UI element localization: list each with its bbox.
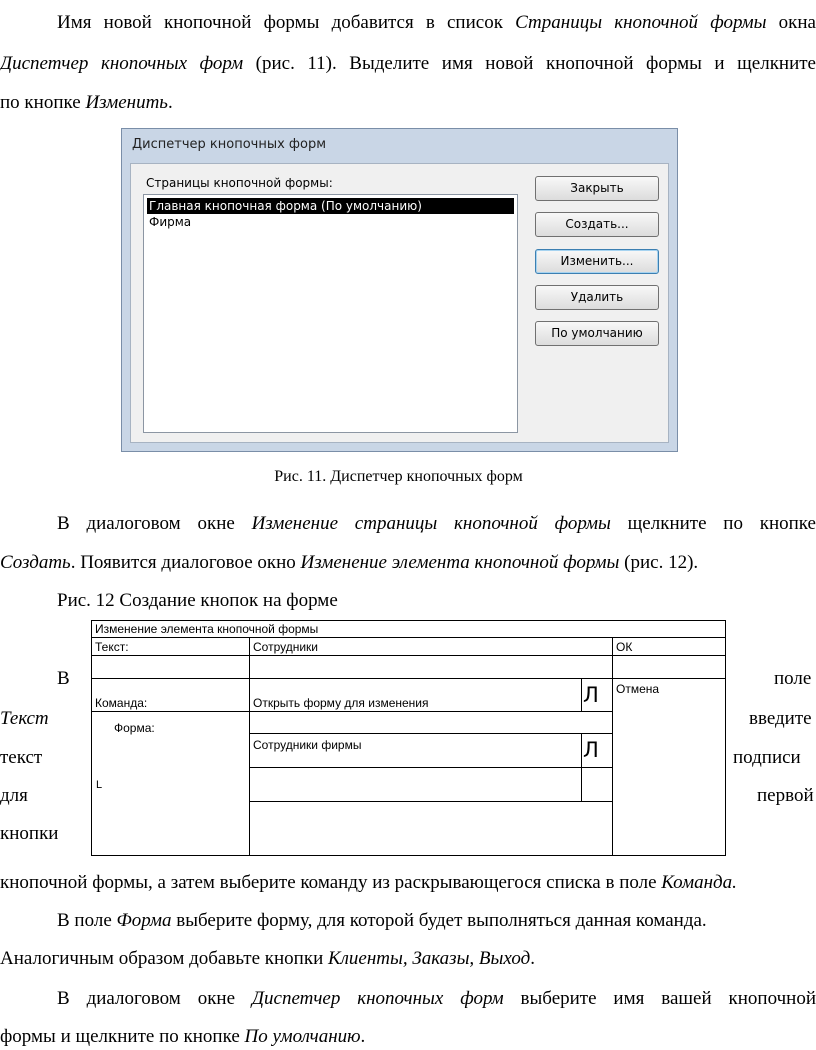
- para5: Аналогичным образом добавьте кнопки Клиенты, Заказы, Выход.: [0, 948, 535, 969]
- pages-listbox[interactable]: [143, 194, 518, 433]
- side-word-7: для: [0, 785, 28, 806]
- command-label: Команда:: [95, 696, 148, 710]
- side-word-3: Текст: [0, 708, 49, 729]
- para6-line-2: формы и щелкните по кнопке По умолчанию.: [0, 1026, 366, 1047]
- command-dropdown-icon[interactable]: Л: [583, 683, 599, 707]
- figure-11-caption: Рис. 11. Диспетчер кнопочных форм: [274, 468, 523, 485]
- dialog-title: Диспетчер кнопочных форм: [132, 137, 327, 152]
- delete-button[interactable]: Удалить: [535, 285, 659, 310]
- para2-line-2: Создать. Появится диалоговое окно Изменение элемента кнопочной формы (рис. 12).: [0, 552, 699, 573]
- form-dropdown-icon[interactable]: Л: [583, 738, 599, 762]
- side-word-1: В: [57, 668, 70, 689]
- list-item-main[interactable]: Главная кнопочная форма (По умолчанию): [147, 198, 514, 214]
- switchboard-manager-dialog: [121, 128, 678, 452]
- command-value[interactable]: Открыть форму для изменения: [253, 696, 429, 710]
- create-button[interactable]: Создать...: [535, 212, 659, 237]
- list-item-firm[interactable]: Фирма: [149, 215, 192, 229]
- form-label: Форма:: [114, 721, 155, 735]
- corner-mark: L: [96, 779, 103, 791]
- side-word-6: подписи: [733, 747, 801, 768]
- ok-button[interactable]: ОК: [616, 640, 633, 654]
- side-word-4: введите: [749, 708, 812, 729]
- para4: В поле Форма выберите форму, для которой будет выполняться данная команда.: [57, 910, 707, 931]
- edit-button[interactable]: Изменить...: [535, 249, 659, 274]
- side-word-9: кнопки: [0, 823, 59, 844]
- table-title: Изменение элемента кнопочной формы: [95, 622, 319, 636]
- figure-12-caption: Рис. 12 Создание кнопок на форме: [57, 590, 338, 611]
- intro-line-2: Диспетчер кнопочных форм (рис. 11). Выделите имя новой кнопочной формы и щелкните: [0, 53, 816, 74]
- cancel-button[interactable]: Отмена: [616, 682, 660, 696]
- para6-line-1: В диалоговом окне Диспетчер кнопочных форм выберите имя вашей кнопочной: [57, 988, 816, 1009]
- close-button[interactable]: Закрыть: [535, 176, 659, 201]
- default-button[interactable]: По умолчанию: [535, 321, 659, 346]
- intro-line-3: по кнопке Изменить.: [0, 92, 173, 113]
- side-word-5: текст: [0, 747, 43, 768]
- dialog-body: [130, 163, 669, 443]
- intro-line-1: Имя новой кнопочной формы добавится в список Страницы кнопочной формы окна: [57, 12, 816, 33]
- para2-line-1: В диалоговом окне Изменение страницы кнопочной формы щелкните по кнопке: [57, 513, 816, 534]
- para3: кнопочной формы, а затем выберите команду из раскрывающегося списка в поле Команда.: [0, 872, 737, 893]
- side-word-2: поле: [774, 668, 812, 689]
- text-value[interactable]: Сотрудники: [253, 640, 318, 654]
- form-value[interactable]: Сотрудники фирмы: [253, 738, 362, 752]
- edit-item-table: [91, 620, 726, 856]
- pages-list-label: Страницы кнопочной формы:: [146, 176, 333, 190]
- side-word-8: первой: [757, 785, 814, 806]
- text-label: Текст:: [95, 640, 129, 654]
